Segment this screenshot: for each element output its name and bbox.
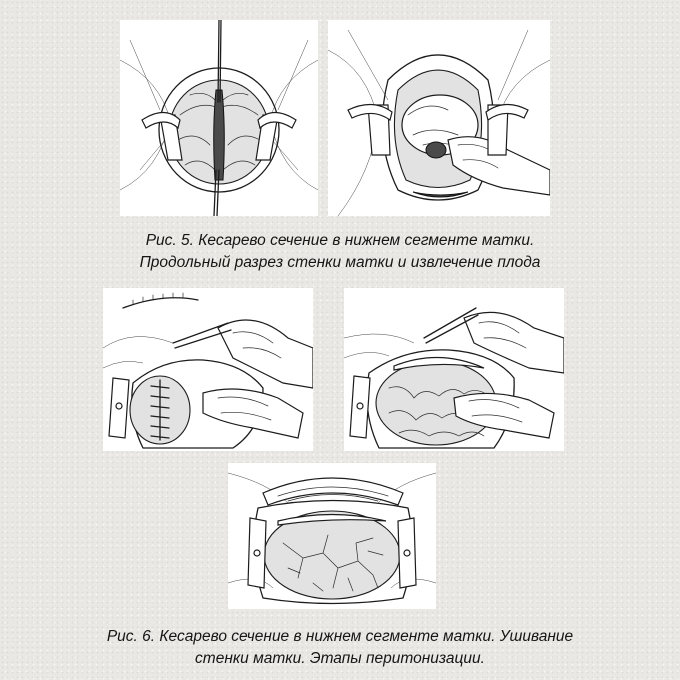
caption-fig6-line2: стенки матки. Этапы перитонизации. [195,650,485,667]
illustration-fig6-peritonization [344,288,564,451]
illustration-fig5-extraction [328,20,550,216]
caption-fig5-line1: Рис. 5. Кесарево сечение в нижнем сегменте матки. [145,232,535,249]
caption-fig5-line2: Продольный разрез стенки матки и извлечение плода [139,254,541,271]
caption-fig6-line1: Рис. 6. Кесарево сечение в нижнем сегменте матки. Ушивание [106,628,574,645]
illustration-fig5-incision [120,20,318,216]
illustration-fig6-result [228,463,436,609]
illustration-fig6-suturing [103,288,313,451]
